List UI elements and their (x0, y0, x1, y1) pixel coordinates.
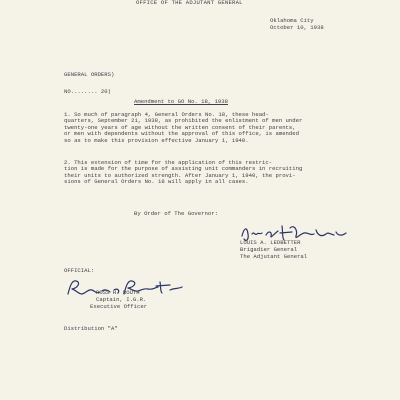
paragraph-line: twenty-one years of age without the written consent of their parents, (64, 123, 296, 131)
paragraph-line: their units to authorized strength. After January 1, 1940, the provi- (64, 171, 296, 179)
signatory-rank: Brigadier General (240, 246, 298, 253)
paragraph-line: tion is made for the purpose of assisting unit commanders in recruiting (64, 165, 303, 173)
place: Oklahoma City (270, 17, 314, 24)
official-name: ROSS H. ROUTH (96, 289, 140, 296)
letterhead: OFFICE OF THE ADJUTANT GENERAL (136, 0, 243, 6)
document-title: Amendment to GO No. 18, 1938 (134, 98, 228, 105)
paragraph-1 (64, 112, 364, 144)
general-orders-label: GENERAL ORDERS) (64, 71, 115, 78)
signatory-title: The Adjutant General (240, 253, 308, 260)
paragraph-line: sions of General Orders No. 18 will apply in all cases. (64, 178, 249, 186)
distribution: Distribution "A" (64, 325, 118, 332)
general-orders-number: NO........ 20) (64, 88, 111, 95)
paragraph-line: 1. So much of paragraph 4, General Orders No. 18, these head- (64, 111, 269, 118)
paragraph-2 (64, 160, 364, 186)
order-by: By Order of The Governor: (134, 210, 218, 217)
paragraph-line: or men with dependents without the approval of this office, is amended (64, 130, 299, 138)
official-label: OFFICIAL: (64, 267, 95, 274)
paragraph-line: so as to make this provision effective January 1, 1940. (64, 136, 249, 144)
official-title: Executive Officer (90, 303, 148, 310)
signatory-name: LOUIS A. LEDBETTER (240, 239, 301, 246)
date: October 10, 1938 (270, 24, 324, 31)
paragraph-line: 2. This extension of time for the application of this restric- (64, 159, 273, 166)
official-rank: Captain, I.G.R. (96, 296, 147, 303)
paragraph-line: quarters, September 21, 1938, as prohibited the enlistment of men under (64, 117, 303, 125)
